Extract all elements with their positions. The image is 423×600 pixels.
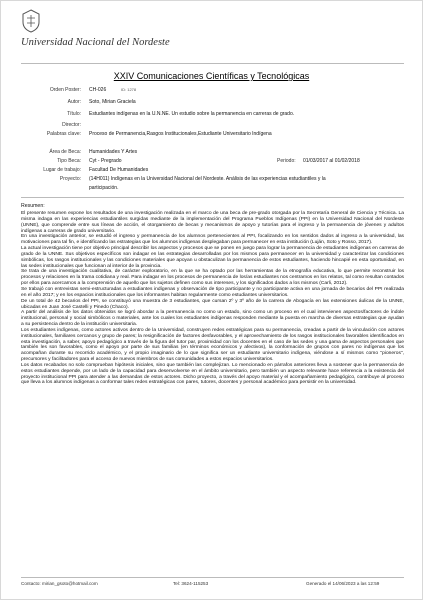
university-name: Universidad Nacional del Nordeste <box>21 37 170 48</box>
palabras-clave-value: Proceso de Permanencia,Rasgos Institucionales,Estudiante Universitario Indígena <box>89 131 272 137</box>
proyecto-value-line1: (14H011) Indígenas en la Universidad Nacional del Nordeste. Análisis de las experiencias estudiantiles y la <box>89 176 326 182</box>
id-value: ID: 1278 <box>121 87 137 92</box>
resumen-paragraph: En una investigación anterior, se estudió el ingreso y permanencia de los alumnos pertenecientes al PPI, focalizando en los sentidos dados al ingreso a la universidad, las motivaciones para tal fin, e identificando las estrategias que los alumnos indígenas desplegaban para permanecer en esta institución (Luján, Soto y Rosso, 2017). <box>21 234 404 246</box>
resumen-paragraph: Se trabajó con entrevistas semi-estructuradas a estudiantes indígenas y observación de tipo participante y no participante activa en una jornada de becarios del PPI realizada en el año 2017; y en los espacios institucionales que los informantes habitan regularmente como estudiantes universitarios. <box>21 286 404 298</box>
resumen-paragraph: Los datos recabados no solo comprueban hipótesis iniciales, sino que también las complejizan. Lo mencionado en párrafos anteriores lleva a sostener que la permanencia de estos estudiantes depende, por un lado de la capacidad para desenvolverse en el ámbito universitario, pero también un aspecto relevante hace referencia a la existencia del proyecto institucional PPI para atender a las demandas de estos actores. Dicho proyecto, a través del apoyo material y el acompañamiento pedagógico, contribuye al proceso que lleva a los alumnos indígenas a conformar tales redes estratégicas con pares, tutores, docentes y personal académico para persistir en la universidad. <box>21 362 404 386</box>
resumen-paragraph: Se trata de una investigación cualitativa, de carácter exploratorio, en la que se ha optado por las herramientas de la etnografía educativa, lo que permite reconstruir los procesos y relaciones en la trama cotidiana y real. Para indagar en los procesos de permanencia de los/as estudiantes nos centramos en los relatos, tal como resultan contados por ellos para acercarnos a la comprensión de aquello que los sujetos definen como sus intereses, y los significados dados a los mismos (Carli, 2012). <box>21 269 404 287</box>
section-title: XXIV Comunicaciones Científicas y Tecnológicas <box>113 71 310 81</box>
resumen-paragraph: La actual investigación tiene por objetivo principal describir los aspectos y procesos que se ponen en juego para lograr la permanencia de estudiantes indígenas en carreras de grado de la UNNE. Sus objetivos específicos son indagar en las estrategias desarrolladas por los mismos para permanecer en la universidad y caracterizar las condiciones simbólicas, los rasgos institucionales y las condiciones materiales que apoyan u obstaculizan la permanencia de estos estudiantes, haciendo hincapié en esta oportunidad, en las sedes institucionales que funcionan al interior de la provincia. <box>21 246 404 269</box>
area-beca-label: Área de Beca: <box>49 149 81 155</box>
lugar-trabajo-label: Lugar de trabajo: <box>43 167 81 173</box>
tipo-beca-value: Cyt - Pregrado <box>89 158 122 164</box>
autor-label: Autor: <box>67 99 81 105</box>
periodo-value: 01/03/2017 al 01/02/2018 <box>303 158 360 164</box>
resumen-title: Resumen: <box>21 203 45 209</box>
footer-phone: Tel: 3624-115253 <box>173 581 209 586</box>
footer-divider <box>21 577 404 578</box>
footer-contact: Contacto: mirian_gsoto@hotmail.com <box>21 581 98 586</box>
tipo-beca-label: Tipo Beca: <box>57 158 81 164</box>
palabras-clave-label: Palabras clave: <box>46 131 81 137</box>
titulo-label: Título: <box>67 111 81 117</box>
proyecto-value-line2: participación. <box>89 185 119 191</box>
resumen-paragraph: El presente resumen expone los resultados de una investigación realizada en el marco de una beca de pre-grado otorgada por la Secretaría General de Ciencia y Técnica. La misma indaga en las experiencias estudiantiles surgidas mediante de la implementación del Programa Pueblos Indígenas (PPI) en la Universidad Nacional del Nordeste (UNNE), que comprende entre sus líneas de acción, el otorgamiento de becas y mecanismos de apoyo y tutorías para el ingreso y la permanencia de jóvenes y adultos indígenas a carreras de grado universitario. <box>21 211 404 234</box>
area-beca-value: Humanidades Y Artes <box>89 149 138 155</box>
director-label: Director: <box>62 122 81 128</box>
resumen-paragraph: A partir del análisis de los datos obtenidos se logró abordar a la permanencia no como un estado, sino como un proceso en el cual intervienen aspectos/factores de índole institucional, personal y social simbólicos o materiales, ante los cuales los estudiantes indígenas responden mediante la puesta en marcha de diversas estrategias que ayudan a su persistencia dentro de la institución universitaria. <box>21 310 404 328</box>
resumen-paragraph: De un total de 42 becarios del PPI, se constituyó una muestra de 3 estudiantes, que cursan 2º y 3º año de la carrera de Abogacía en las extensiones áulicas de la UNNE, ubicadas en Juan José Castelli y Pinedo (Chaco). <box>21 298 404 310</box>
titulo-value: Estudiantes indígenas en la U.N.NE. Un estudio sobre la permanencia en carreras de grado. <box>89 111 295 117</box>
orden-poster-label: Orden Poster: <box>49 87 81 93</box>
metadata-divider <box>21 197 404 198</box>
resumen-paragraph: Los estudiantes indígenas, como actores activos dentro de la Universidad, construyen redes estratégicas para su permanencia, creadas a partir de la vinculación con actores institucionales, familiares cercanos y grupo de pares; la resignificación de factores desfavorables, y el aprovechamiento de los rasgos institucionales favorables identificados en esta investigación, a saber, apoyo pedagógico a través de la figura del tutor par, proximidad con los docentes en el caso de las sedes y una gama de aspectos personales que también les son favorables, como el apoyo por parte de sus familias (en términos económicos y afectivos), la conformación de grupos con pares no indígenas que los acompañan durante su recorrido académico, y el propio imaginario de lo que significa ser un estudiante universitario indígena, viéndose a sí mismos como "pioneros", precursores y facilitadores para el acceso de nuevos miembros de sus comunidades a estos espacios universitarios. <box>21 327 404 363</box>
lugar-trabajo-value: Facultad De Humanidades <box>89 167 149 173</box>
header-divider <box>21 63 404 64</box>
resumen-body <box>21 211 404 386</box>
header <box>21 9 221 61</box>
proyecto-label: Proyecto: <box>59 176 81 182</box>
footer-generated: Generado el 14/06/2023 a las 12:59 <box>306 581 380 586</box>
periodo-label: Periodo: <box>277 158 296 164</box>
university-crest-icon <box>21 9 41 33</box>
orden-poster-value: CH-026 <box>89 87 107 93</box>
autor-value: Soto, Mirian Graciela <box>89 99 136 105</box>
